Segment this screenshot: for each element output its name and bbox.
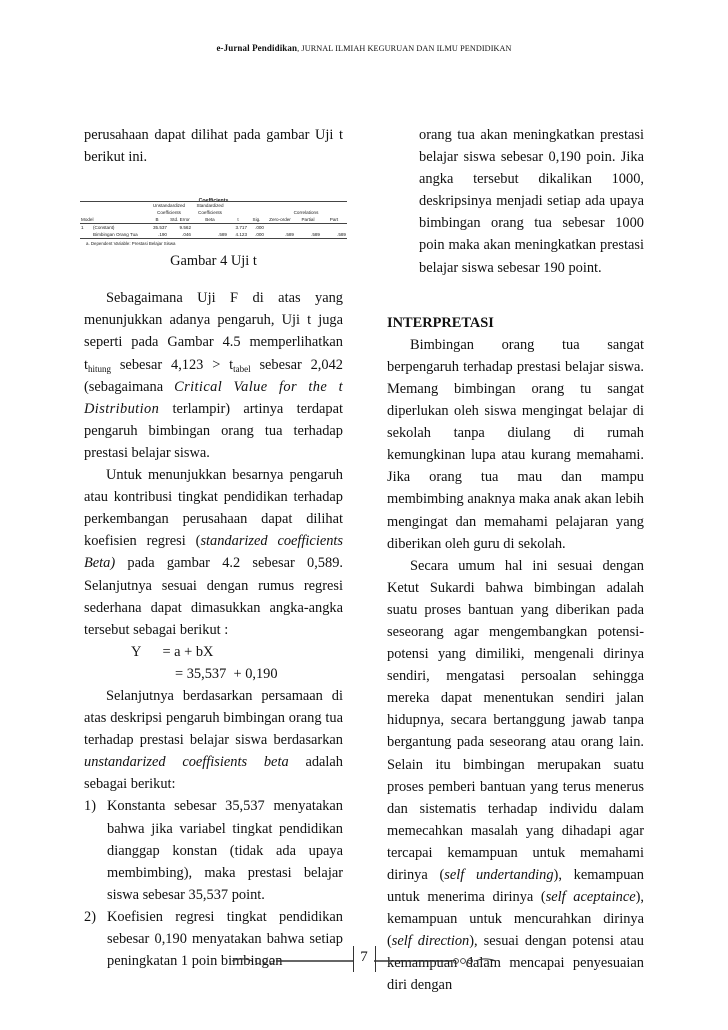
cell-t: 4.123: [228, 231, 248, 239]
th-correlations: Correlations: [293, 210, 319, 216]
left-column: [81, 124, 346, 972]
cell-t: 3.717: [235, 225, 247, 231]
journal-subtitle: , JURNAL ILMIAH KEGURUAN DAN ILMU PENDIDIKAN: [297, 44, 512, 53]
table-footnote: a. Dependent Variable: Prestasi Belajar Siswa: [86, 241, 176, 247]
ornament-left-icon: [232, 957, 354, 965]
ornament-right-icon: [374, 957, 496, 965]
cell-partial: .589: [295, 231, 321, 239]
list-item: 1) Konstanta sebesar 35,537 menyatakan bahwa jika variabel tingkat pendidikan dianggap konstan (tidak ada upaya membimbing), maka prestasi belajar siswa sebesar 35,537 point.: [84, 798, 343, 903]
page-footer: [0, 946, 728, 976]
cell-std-error: 9.562: [179, 225, 191, 231]
th-coefficients-b: Coefficients: [198, 210, 222, 216]
paragraph-kontribusi: Untuk menunjukkan besarnya pengaruh atau kontribusi tingkat pendidikan terhadap perkembangan perusahaan dapat dilihat koefisien regresi (standarized coefficients Beta) pada gambar 4.2 sebesar 0,589. Selanjutnya sesuai dengan rumus regresi sederhana dapat dimasukkan angka-angka tersebut sebagai berikut :: [84, 467, 343, 638]
th-unstandardized: Unstandardized: [146, 202, 192, 210]
spss-title: Coefficients: [198, 198, 229, 205]
th-coefficients-a: Coefficients: [157, 210, 181, 216]
th-partial: Partial: [295, 216, 321, 224]
cell-variable: (Constant): [93, 225, 115, 231]
spss-coefficients-table: [80, 168, 347, 254]
cell-zero-order: .589: [265, 231, 295, 239]
paragraph-deskripsi: Selanjutnya berdasarkan persamaan di atas deskripsi pengaruh bimbingan orang tua terhadap prestasi belajar siswa berdasarkan unstandarized coeffisients beta adalah sebagai berikut:: [84, 687, 343, 793]
paragraph-interpretasi: Bimbingan orang tua sangat berpengaruh terhadap prestasi belajar siswa. Memang bimbingan orang tu sangat diperlukan oleh siswa mengingat belajar di sekolah tanpa diulang di rumah kemungkinan lupa atau kurang memahami. Jika orang tua mau dan mampu membimbing anaknya maka anak akan lebih mengingat dan memahami pelajaran yang diberikan oleh guru di sekolah.: [387, 336, 644, 552]
cell-variable: Bimbingan Orang Tua: [92, 231, 146, 239]
continued-list-text: orang tua akan meningkatkan prestasi belajar siswa sebesar 0,190 poin. Jika angka tersebut dikalikan 1000, deskripsinya menjadi setiap ada upaya bimbingan orang tua sebesar 1000 poin maka akan meningkatkan prestasi belajar siswa sebesar 190 point.: [419, 127, 644, 276]
equation-line-1: Y = a + bX: [131, 643, 214, 660]
running-header: [0, 43, 728, 53]
th-sig: Sig.: [248, 216, 265, 224]
th-beta: Beta: [192, 216, 228, 224]
right-column: [387, 124, 644, 997]
table-head-row-3: [80, 216, 347, 224]
table-row: [80, 224, 347, 232]
page-number: 7: [360, 949, 368, 965]
th-part: Part: [321, 216, 347, 224]
cell-beta: [192, 224, 228, 232]
figure-caption: Gambar 4 Uji t: [170, 253, 257, 270]
th-zero-order: Zero-order: [265, 216, 295, 224]
cell-b: .190: [146, 231, 168, 239]
th-std-error: Std. Error: [168, 216, 192, 224]
section-title: INTERPRETASI: [387, 314, 494, 331]
list-item: 2) Koefisien regresi tingkat pendidikan sebesar 0,190 menyatakan bahwa setiap peningkatan 1 poin bimbingan: [84, 908, 343, 970]
paragraph-sukardi: Secara umum hal ini sesuai dengan Ketut Sukardi bahwa bimbingan adalah suatu proses bantuan yang diberikan pada seseorang agar mengembangkan potensi-potensi yang dimiliki, mengenali dirinya sendiri, mengatasi persoalan sehingga mereka dapat menentukan sendiri jalan hidupnya, secara bertanggung jawab tanpa bergantung pada seseorang atau orang lain. Selain itu bimbingan merupakan suatu proses pemberi bantuan yang terus menerus dan sistematis terhadap individu dalam memecahkan masalah yang dihadapi agar tercapai kemampuan untuk memahami dirinya (self undertanding), kemampuan untuk menerima dirinya (self aceptaince), kemampuan untuk mencurahkan dirinya (self direction), sesuai dengan potensi atau kemampuan dalam mencapai penyesuaian diri dengan: [387, 557, 644, 994]
cell-sig: .000: [248, 231, 265, 239]
intro-text: perusahaan dapat dilihat pada gambar Uji t berikut ini.: [84, 127, 343, 166]
th-b: B: [146, 216, 168, 224]
cell-model: 1: [81, 225, 84, 231]
journal-name: e-Jurnal Pendidikan: [216, 43, 298, 53]
table-head-row-2: [80, 209, 347, 216]
cell-sig: .000: [255, 225, 264, 231]
th-model: Model: [80, 216, 146, 224]
th-t: t: [228, 216, 248, 224]
cell-b: 35.537: [152, 225, 167, 231]
cell-part: .589: [321, 231, 347, 239]
cell-beta: .589: [192, 231, 228, 239]
paragraph-uji-t: Sebagaimana Uji F di atas yang menunjukkan adanya pengaruh, Uji t juga seperti pada Gambar 4.5 memperlihatkan $t_{hitung}$ sebesar $4,123 > t_{tabel}$ sebesar 2,042 (sebagaimana Critical Value for the t Distribution terlampir) artinya terdapat pengaruh bimbingan orang tua terhadap prestasi belajar siswa.: [84, 290, 343, 461]
table-head-row-1: [80, 202, 347, 210]
th-standardized: Standardized: [192, 202, 228, 210]
equation-line-2: = 35,537 + 0,190: [175, 665, 278, 682]
cell-std-error: .046: [168, 231, 192, 239]
